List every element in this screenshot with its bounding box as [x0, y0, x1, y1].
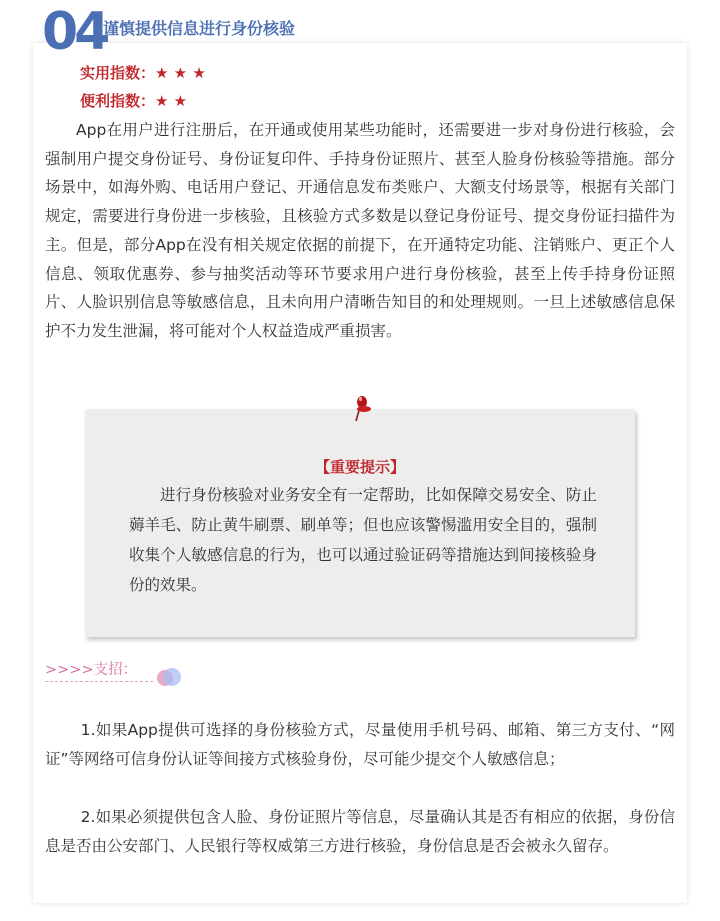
- tip-title: 【重要提示】: [314, 458, 405, 476]
- section-title: 谨慎提供信息进行身份核验: [103, 19, 296, 38]
- tricks-label: >>>>支招：: [45, 662, 138, 678]
- rating-stars: ★ ★: [155, 92, 188, 110]
- body-paragraph: App在用户进行注册后，在开通或使用某些功能时，还需要进一步对身份进行核验，会强制用户提交身份证号、身份证复印件、手持身份证照片、甚至人脸身份核验等措施。部分场景中，如海外购、电话用户登记、开通信息发布类账户、大额支付场景等，根据有关部门规定，需要进行身份进一步核验，且核验方式多数是以登记身份证号、提交身份证扫描件为主。但是，部分App在没有相关规定依据的前提下，在开通特定功能、注销账户、更正个人信息、领取优惠券、参与抽奖活动等环节要求用户进行身份核验，甚至上传手持身份证照片、人脸识别信息等敏感信息，且未向用户清晰告知目的和处理规则。一旦上述敏感信息保护不力发生泄漏，将可能对个人权益造成严重损害。: [45, 121, 675, 340]
- rating-practical: [80, 62, 206, 84]
- trick-item: 2.如果必须提供包含人脸、身份证照片等信息，尽量确认其是否有相应的依据，身份信息是否由公安部门、人民银行等权威第三方进行核验，身份信息是否会被永久留存。: [45, 808, 675, 855]
- rating-stars: ★ ★ ★: [155, 64, 206, 82]
- pushpin-icon: [349, 393, 375, 423]
- section-number: 04: [42, 2, 107, 62]
- rating-convenience: [80, 90, 187, 112]
- rating-label: 实用指数：: [80, 64, 156, 82]
- tip-body: 进行身份核验对业务安全有一定帮助，比如保障交易安全、防止薅羊毛、防止黄牛刷票、刷单等；但也应该警惕滥用安全目的，强制收集个人敏感信息的行为，也可以通过验证码等措施达到间接核验身份的效果。: [129, 486, 597, 594]
- tricks-underline: [45, 681, 153, 682]
- trick-item: 1.如果App提供可选择的身份核验方式，尽量使用手机号码、邮箱、第三方支付、“网证”等网络可信身份认证等间接方式核验身份，尽可能少提交个人敏感信息；: [45, 721, 675, 768]
- rating-label: 便利指数：: [80, 92, 156, 110]
- important-tip-box: [85, 409, 635, 637]
